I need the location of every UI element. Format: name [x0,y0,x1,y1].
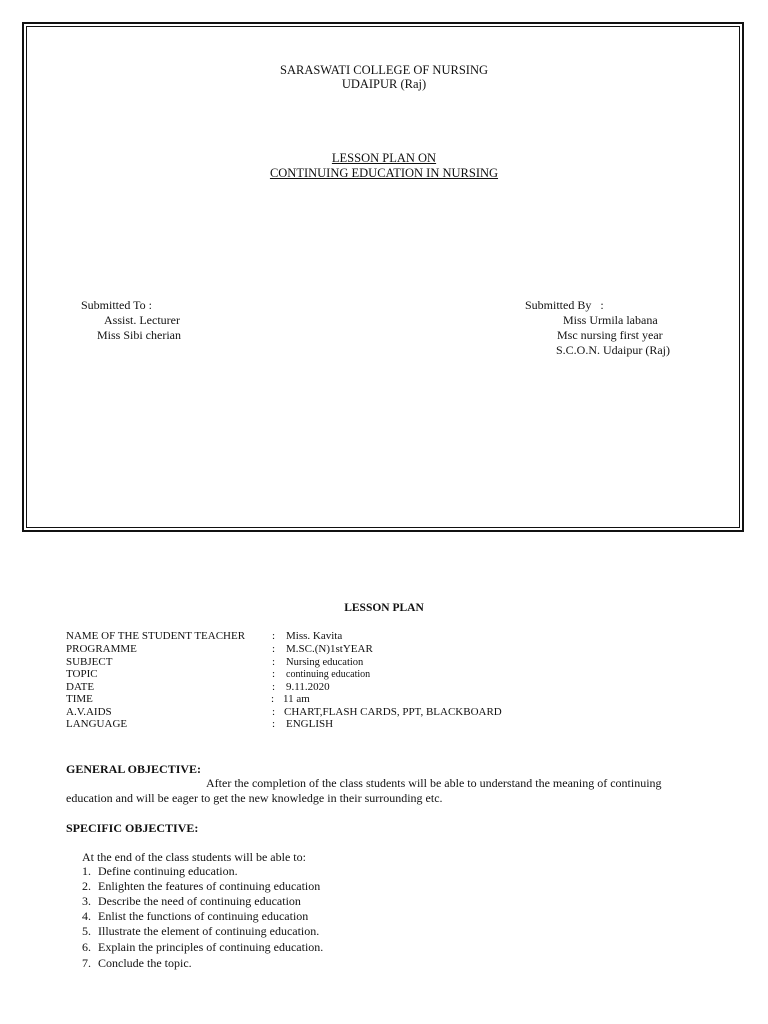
info-value: continuing education [286,669,371,680]
info-value: CHART,FLASH CARDS, PPT, BLACKBOARD [284,706,502,718]
info-key: A.V.AIDS [66,706,112,718]
specific-objective-heading: SPECIFIC OBJECTIVE: [66,821,199,835]
specific-objective-intro: At the end of the class students will be able to: [82,850,306,864]
submitted-by-institute: S.C.O.N. Udaipur (Raj) [556,343,670,357]
info-separator: : [272,681,276,693]
info-separator: : [272,656,276,668]
info-key: TOPIC [66,668,98,680]
info-value: Miss. Kavita [286,630,343,642]
info-row [66,718,666,731]
info-value: 11 am [283,693,310,705]
list-item-text: Illustrate the element of continuing education. [98,924,320,938]
info-value: Nursing education [286,657,364,668]
list-item-text: Explain the principles of continuing education. [98,940,324,954]
general-objective-heading: GENERAL OBJECTIVE: [66,762,202,776]
lesson-plan-on: LESSON PLAN ON [331,151,437,165]
list-item-number: 2. [82,879,91,893]
list-item-text: Conclude the topic. [98,956,192,970]
list-item [82,894,301,909]
info-separator: : [271,693,275,705]
list-item-text: Enlighten the features of continuing education [98,879,321,893]
info-separator: : [272,668,276,680]
list-item [82,909,308,924]
lesson-plan-heading: LESSON PLAN [344,602,424,614]
list-item [82,924,319,939]
list-item-number: 7. [82,956,91,970]
submitted-to-designation: Assist. Lecturer [104,313,180,327]
info-value: ENGLISH [286,718,334,730]
info-row [66,693,666,706]
submitted-by-course: Msc nursing first year [557,328,663,342]
info-key: LANGUAGE [66,718,128,730]
list-item-number: 3. [82,894,91,908]
info-value: 9.11.2020 [286,681,330,693]
college-name: SARASWATI COLLEGE OF NURSING [280,63,488,77]
info-key: NAME OF THE STUDENT TEACHER [66,630,246,642]
submitted-by-name: Miss Urmila labana [563,313,658,327]
general-objective-line: After the completion of the class students will be able to understand the meaning of continuing [206,776,662,790]
list-item-number: 6. [82,940,91,954]
cover-border-inner [26,26,740,528]
info-separator: : [272,643,276,655]
list-item [82,956,192,971]
submitted-by-label: Submitted By : [525,298,604,312]
list-item-text: Enlist the functions of continuing education [98,909,309,923]
submitted-to-name: Miss Sibi cherian [97,328,181,342]
list-item [82,940,323,955]
info-separator: : [272,630,276,642]
list-item [82,864,238,879]
info-row [66,630,666,643]
cover-topic-title: CONTINUING EDUCATION IN NURSING [269,166,499,180]
info-key: SUBJECT [66,656,113,668]
info-key: DATE [66,681,95,693]
list-item-text: Describe the need of continuing education [98,894,301,908]
info-separator: : [272,718,276,730]
list-item-number: 5. [82,924,91,938]
college-city: UDAIPUR (Raj) [341,77,427,91]
info-key: TIME [66,693,93,705]
info-row [66,643,666,656]
list-item-number: 1. [82,864,91,878]
submitted-to-label: Submitted To : [81,298,152,312]
list-item-text: Define continuing education. [98,864,238,878]
info-separator: : [272,706,276,718]
list-item-number: 4. [82,909,91,923]
general-objective-line: education and will be eager to get the new knowledge in their surrounding etc. [66,791,443,805]
info-key: PROGRAMME [66,643,137,655]
list-item [82,879,320,894]
info-row [66,668,666,681]
info-value: M.SC.(N)1stYEAR [286,643,373,655]
